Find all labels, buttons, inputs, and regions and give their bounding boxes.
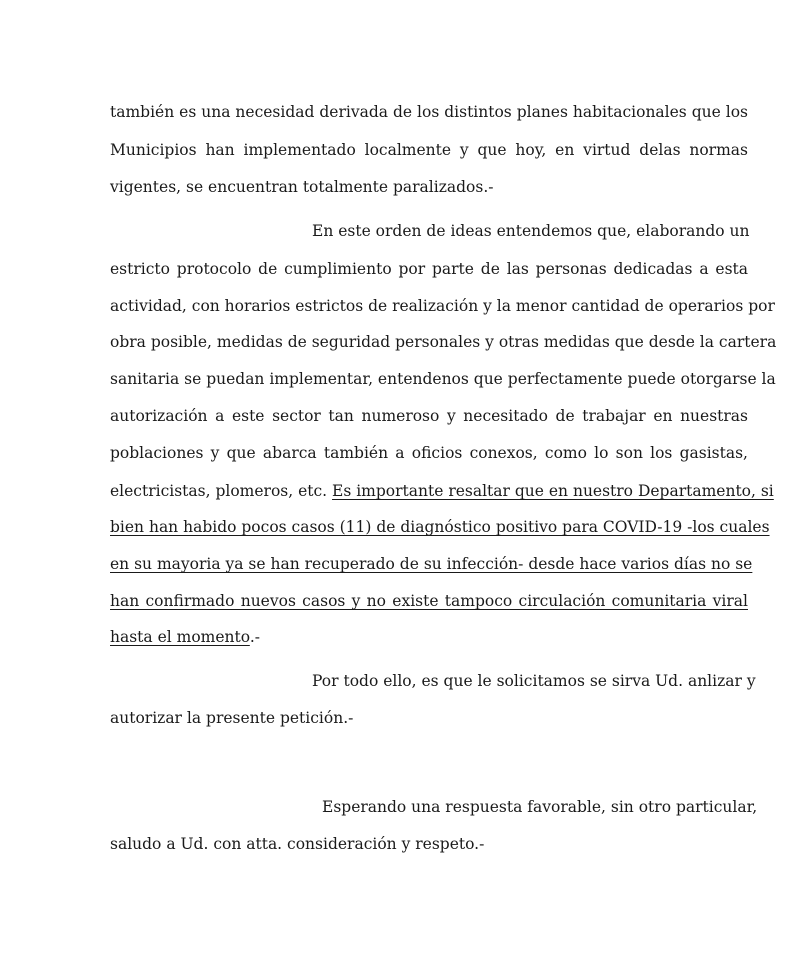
text-line: autorizar la presente petición.- — [110, 709, 354, 727]
text-line: sanitaria se puedan implementar, entendenos que perfectamente puede otorgarse la — [110, 370, 776, 388]
text-line: Municipios han implementado localmente y que hoy, en virtud delas normas — [110, 141, 748, 159]
plain-text: .- — [249, 628, 260, 646]
underlined-text-line: bien han habido pocos casos (11) de diagnóstico positivo para COVID-19 -los cuales — [110, 518, 770, 536]
text-line: vigentes, se encuentran totalmente paralizados.- — [110, 178, 494, 196]
underlined-text: hasta el momento — [110, 628, 250, 646]
underlined-text-line: han confirmado nuevos casos y no existe tampoco circulación comunitaria viral — [110, 592, 748, 610]
text-line: En este orden de ideas entendemos que, elaborando un — [312, 222, 750, 240]
underlined-text-line: en su mayoria ya se han recuperado de su infección- desde hace varios días no se — [110, 555, 753, 573]
plain-text: electricistas, plomeros, etc. — [110, 482, 333, 500]
underlined-text: Es importante resaltar que en nuestro Departamento, si — [332, 482, 774, 500]
text-line — [110, 627, 748, 647]
text-line: Esperando una respuesta favorable, sin otro particular, — [322, 798, 758, 816]
text-line: poblaciones y que abarca también a oficios conexos, como lo son los gasistas, — [110, 444, 748, 462]
text-line — [110, 481, 774, 501]
text-line: también es una necesidad derivada de los distintos planes habitacionales que los — [110, 103, 748, 121]
text-line: obra posible, medidas de seguridad personales y otras medidas que desde la cartera — [110, 333, 777, 351]
text-line: autorización a este sector tan numeroso y necesitado de trabajar en nuestras — [110, 407, 748, 425]
text-line: Por todo ello, es que le solicitamos se sirva Ud. anlizar y — [312, 672, 756, 690]
text-line: saludo a Ud. con atta. consideración y respeto.- — [110, 835, 485, 853]
text-line: estricto protocolo de cumplimiento por parte de las personas dedicadas a esta — [110, 260, 748, 278]
text-line: actividad, con horarios estrictos de realización y la menor cantidad de operarios por — [110, 297, 775, 315]
